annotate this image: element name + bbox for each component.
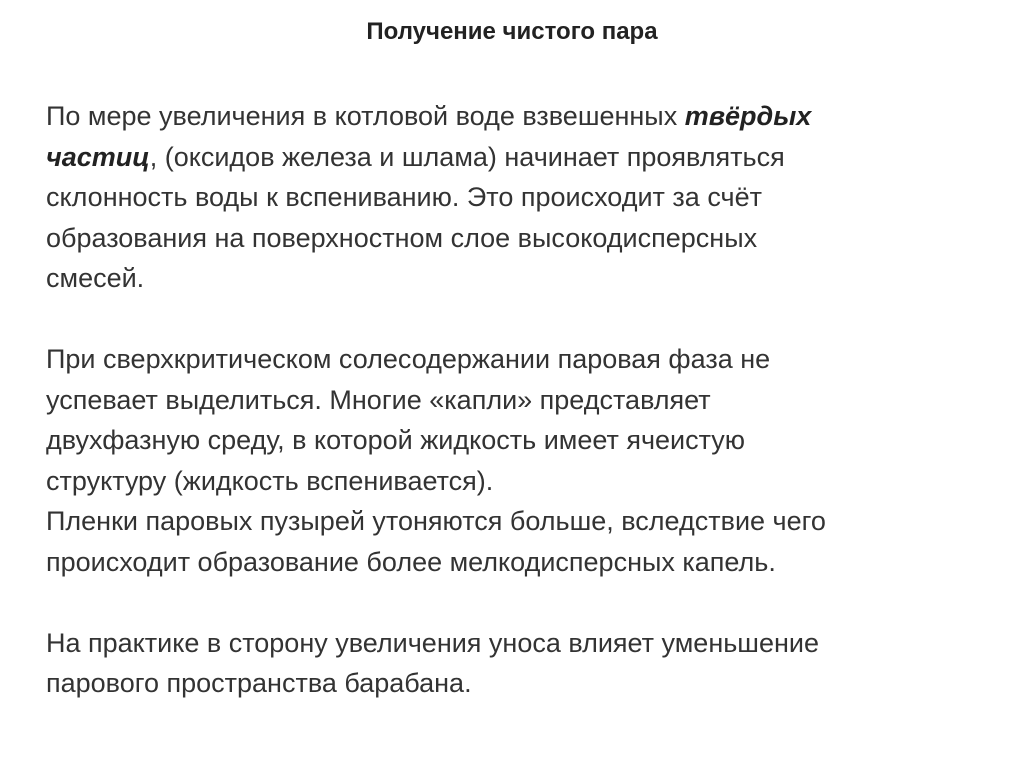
paragraph-spacer — [46, 299, 1006, 340]
text-line: смесей. — [46, 263, 145, 293]
text-line: образования на поверхностном слое высокодисперсных — [46, 222, 758, 253]
text-line: происходит образование более мелкодисперсных капель. — [46, 546, 776, 577]
text-line — [46, 137, 1006, 178]
paragraph-spacer — [46, 582, 1006, 623]
text-line: Пленки паровых пузырей утоняются больше, вследствие чего — [46, 506, 826, 536]
text-line — [46, 96, 1006, 137]
text-segment: По мере увеличения в котловой воде взвешенных — [46, 101, 685, 131]
text-line: На практике в сторону увеличения уноса влияет уменьшение — [46, 627, 819, 658]
slide-title: Получение чистого пара — [366, 18, 658, 45]
emphasis-text: твёрдых — [684, 101, 812, 131]
text-line: склонность воды к вспениванию. Это происходит за счёт — [46, 182, 762, 212]
paragraph-practice — [46, 623, 1006, 704]
paragraph-foaming-cause — [46, 96, 1006, 299]
emphasis-text: частиц — [46, 141, 150, 172]
text-line: структуру (жидкость вспенивается). — [46, 465, 494, 496]
paragraph-supercritical — [46, 339, 1006, 582]
text-line: парового пространства барабана. — [46, 668, 472, 698]
text-segment: , (оксидов железа и шлама) начинает проявляться — [149, 141, 785, 172]
text-line: двухфазную среду, в которой жидкость имеет ячеистую — [46, 425, 746, 455]
slide-body — [46, 96, 1006, 704]
text-line: успевает выделиться. Многие «капли» представляет — [46, 384, 711, 415]
text-line: При сверхкритическом солесодержании паровая фаза не — [46, 344, 771, 374]
